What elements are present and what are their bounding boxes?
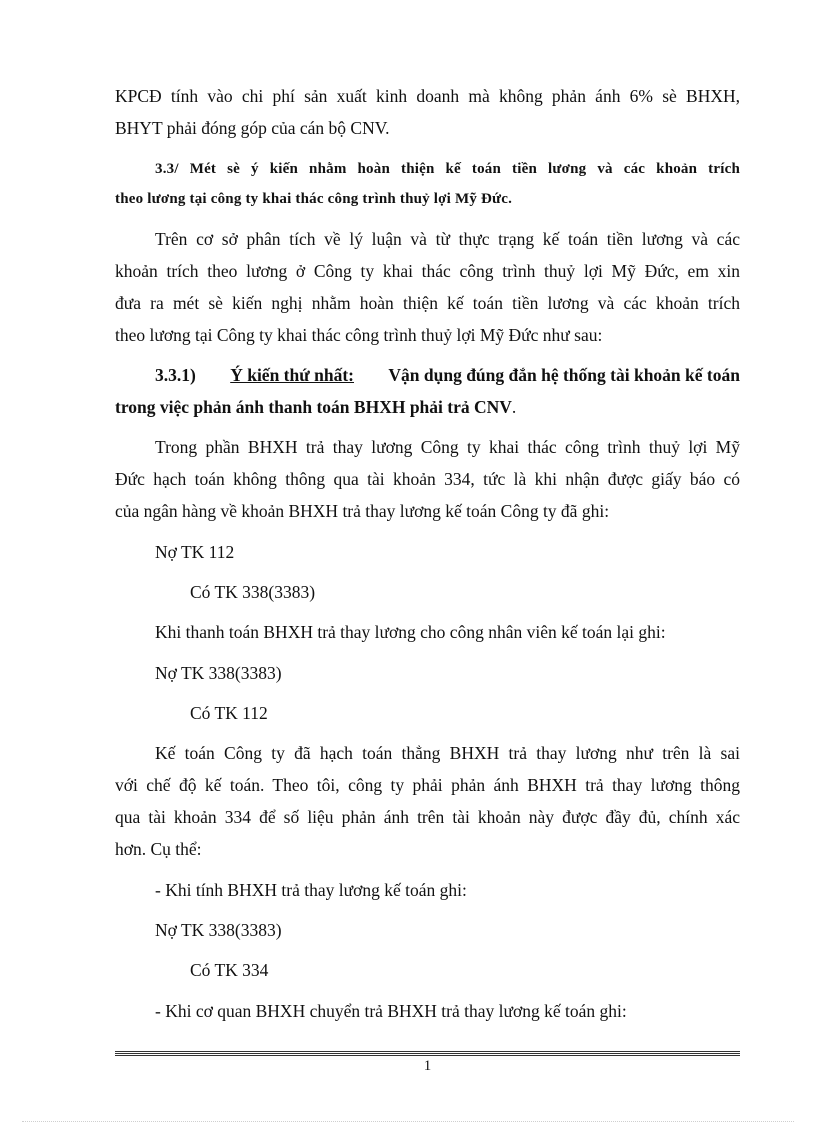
subsection-heading-cont (115, 395, 516, 419)
bullet-item: - Khi tính BHXH trả thay lương kế toán ghi: (155, 880, 467, 900)
paragraph-line: Trên cơ sở phân tích về lý luận và từ thực trạng kế toán tiền lương và các (155, 229, 740, 249)
subsection-heading-3-3-1 (155, 363, 740, 387)
paragraph-line: Đức hạch toán không thông qua tài khoản 334, tức là khi nhận được giấy báo có (115, 469, 740, 489)
entry-debit: Nợ TK 338(3383) (155, 663, 282, 683)
paragraph-line: với chế độ kế toán. Theo tôi, công ty phải phản ánh BHXH trả thay lương thông (115, 775, 740, 795)
paragraph-line: khoản trích theo lương ở Công ty khai thác công trình thuỷ lợi Mỹ Đức, em xin (115, 261, 740, 281)
subsection-label: Ý kiến thứ nhất: (230, 365, 354, 385)
paragraph-line: Trong phần BHXH trả thay lương Công ty khai thác công trình thuỷ lợi Mỹ (155, 437, 740, 457)
paragraph-line: theo lương tại Công ty khai thác công trình thuỷ lợi Mỹ Đức như sau: (115, 325, 603, 345)
entry-credit: Có TK 334 (190, 960, 269, 980)
entry-debit: Nợ TK 338(3383) (155, 920, 282, 940)
bullet-item: - Khi cơ quan BHXH chuyển trả BHXH trả thay lương kế toán ghi: (155, 1001, 627, 1021)
subsection-period: . (511, 397, 517, 417)
paragraph-line: KPCĐ tính vào chi phí sản xuất kinh doanh mà không phản ánh 6% sè BHXH, (115, 86, 740, 106)
entry-credit: Có TK 112 (190, 703, 268, 723)
subsection-title: Vận dụng đúng đắn hệ thống tài khoản kế toán (388, 365, 740, 385)
section-heading-3-3: 3.3/ Mét sè ý kiến nhằm hoàn thiện kế toán tiền lương và các khoản trích (155, 161, 740, 177)
subsection-title-cont: trong việc phản ánh thanh toán BHXH phải trả CNV (115, 397, 512, 417)
paragraph-line: đưa ra mét sè kiến nghị nhằm hoàn thiện kế toán tiền lương và các khoản trích (115, 293, 740, 313)
page-bottom-edge (22, 1121, 794, 1122)
section-heading-3-3-cont: theo lương tại công ty khai thác công trình thuỷ lợi Mỹ Đức. (115, 191, 513, 207)
paragraph-line: qua tài khoản 334 để số liệu phản ánh trên tài khoản này được đầy đủ, chính xác (115, 807, 740, 827)
subsection-number: 3.3.1) (155, 365, 196, 385)
paragraph-line: BHYT phải đóng góp của cán bộ CNV. (115, 118, 390, 138)
entry-debit: Nợ TK 112 (155, 542, 235, 562)
paragraph-line: hơn. Cụ thể: (115, 839, 202, 859)
paragraph-line: của ngân hàng về khoản BHXH trả thay lương kế toán Công ty đã ghi: (115, 501, 610, 521)
entry-credit: Có TK 338(3383) (190, 582, 316, 602)
paragraph-line: Khi thanh toán BHXH trả thay lương cho công nhân viên kế toán lại ghi: (155, 622, 666, 642)
paragraph-line: Kế toán Công ty đã hạch toán thẳng BHXH trả thay lương như trên là sai (155, 743, 740, 763)
page-number: 1 (423, 1058, 432, 1074)
footer-rule-top (115, 1051, 740, 1052)
footer-rule-mid (115, 1053, 740, 1054)
